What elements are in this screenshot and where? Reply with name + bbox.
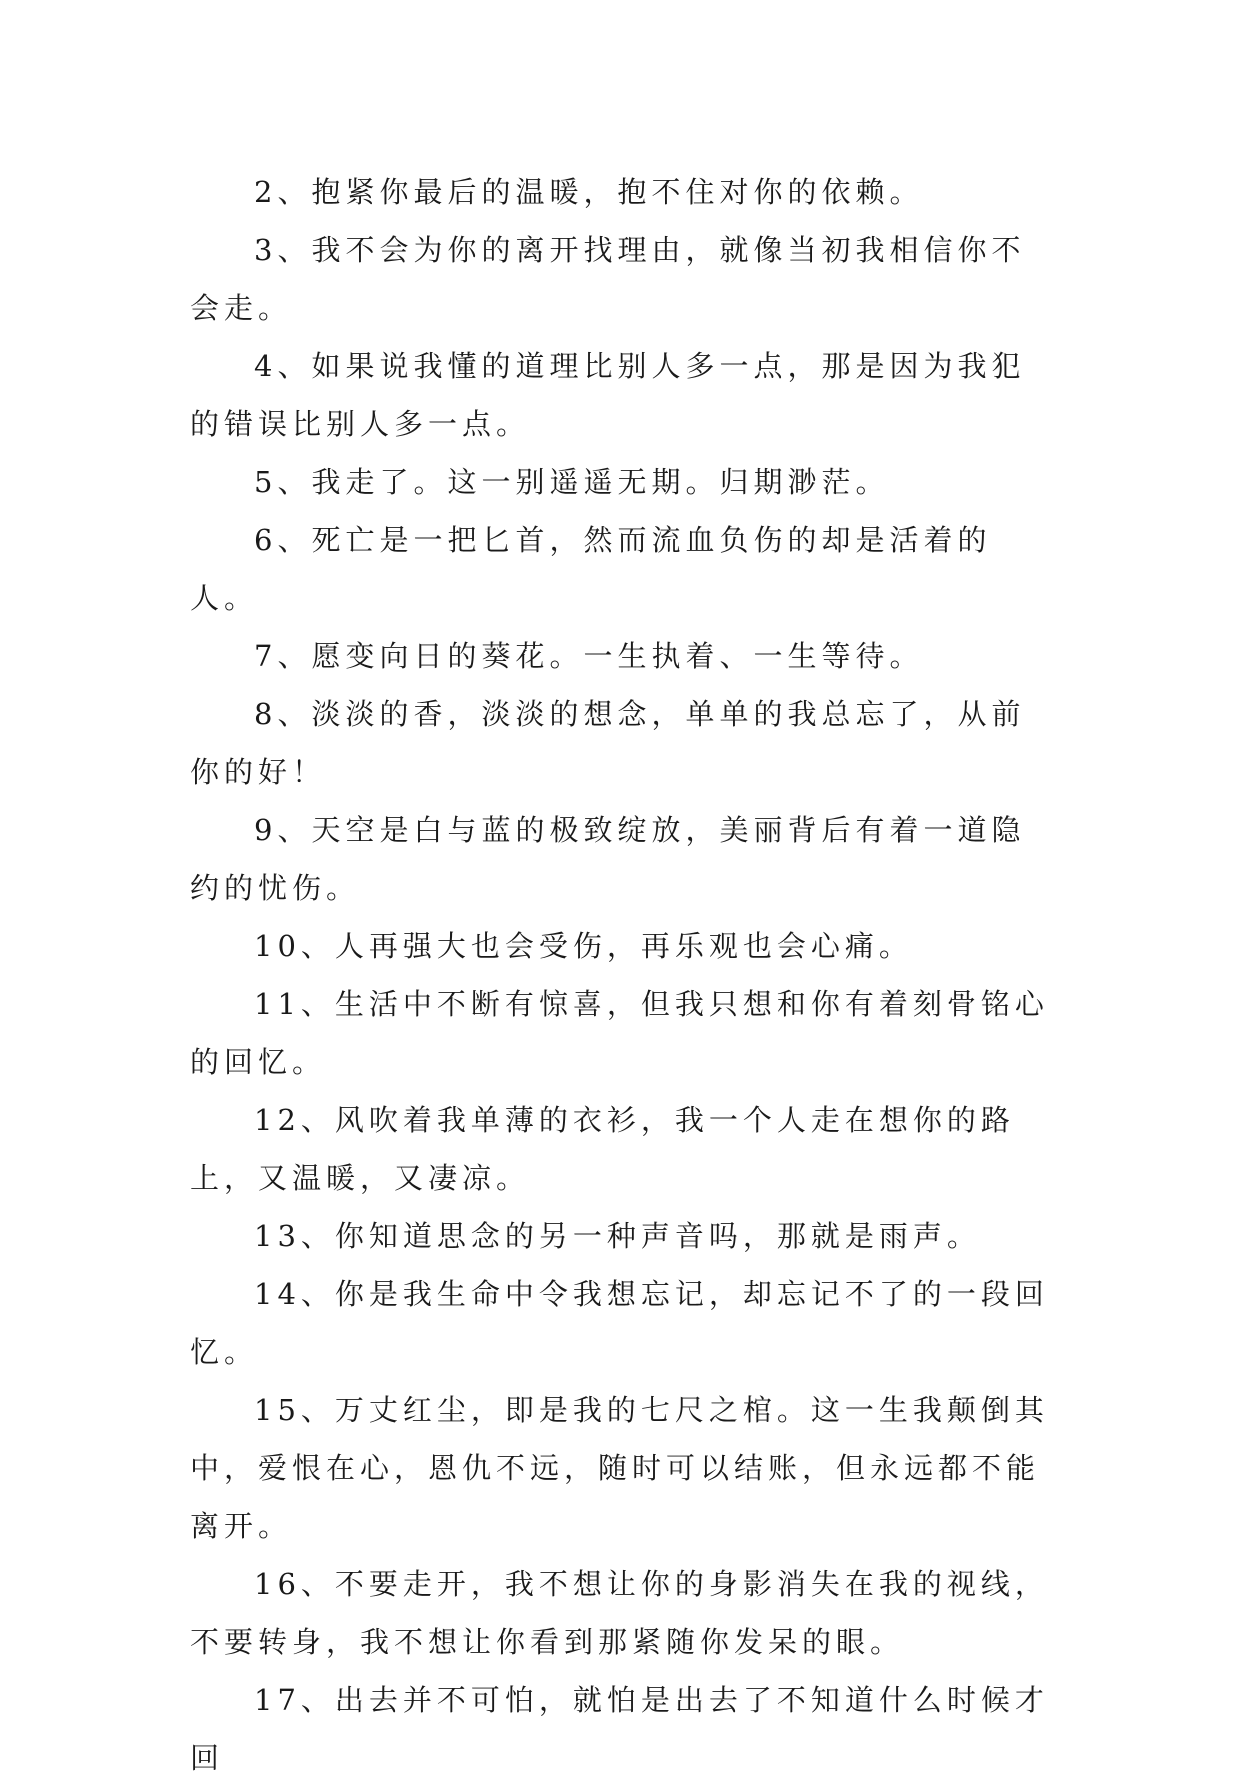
paragraph-5: 5、我走了。这一别遥遥无期。归期渺茫。 (254, 465, 890, 499)
paragraph-13: 13、你知道思念的另一种声音吗，那就是雨声。 (254, 1219, 981, 1253)
paragraph-7: 7、愿变向日的葵花。一生执着、一生等待。 (254, 639, 924, 673)
paragraph-12: 12、风吹着我单薄的衣衫，我一个人走在想你的路上，又温暖，又凄凉。 (190, 1103, 1015, 1195)
paragraph-6: 6、死亡是一把匕首，然而流血负伤的却是活着的人。 (190, 523, 992, 615)
paragraph-8: 8、淡淡的香，淡淡的想念，单单的我总忘了，从前你的好！ (190, 697, 1026, 789)
paragraph-4: 4、如果说我懂的道理比别人多一点，那是因为我犯的错误比别人多一点。 (190, 349, 1026, 441)
paragraph-16: 16、不要走开，我不想让你的身影消失在我的视线，不要转身，我不想让你看到那紧随你发呆的眼。 (190, 1567, 1049, 1659)
paragraph-9: 9、天空是白与蓝的极致绽放，美丽背后有着一道隐约的忧伤。 (190, 813, 1026, 905)
paragraph-15: 15、万丈红尘，即是我的七尺之棺。这一生我颠倒其中，爱恨在心，恩仇不远，随时可以结账，但永远都不能离开。 (190, 1393, 1049, 1543)
paragraph-17: 17、出去并不可怕，就怕是出去了不知道什么时候才回 (190, 1683, 1049, 1775)
document-body (190, 163, 1050, 1787)
paragraph-11: 11、生活中不断有惊喜，但我只想和你有着刻骨铭心的回忆。 (190, 987, 1049, 1079)
paragraph-2: 2、抱紧你最后的温暖，抱不住对你的依赖。 (254, 175, 924, 209)
paragraph-3: 3、我不会为你的离开找理由，就像当初我相信你不会走。 (190, 233, 1026, 325)
paragraph-10: 10、人再强大也会受伤，再乐观也会心痛。 (254, 929, 913, 963)
paragraph-14: 14、你是我生命中令我想忘记，却忘记不了的一段回忆。 (190, 1277, 1049, 1369)
